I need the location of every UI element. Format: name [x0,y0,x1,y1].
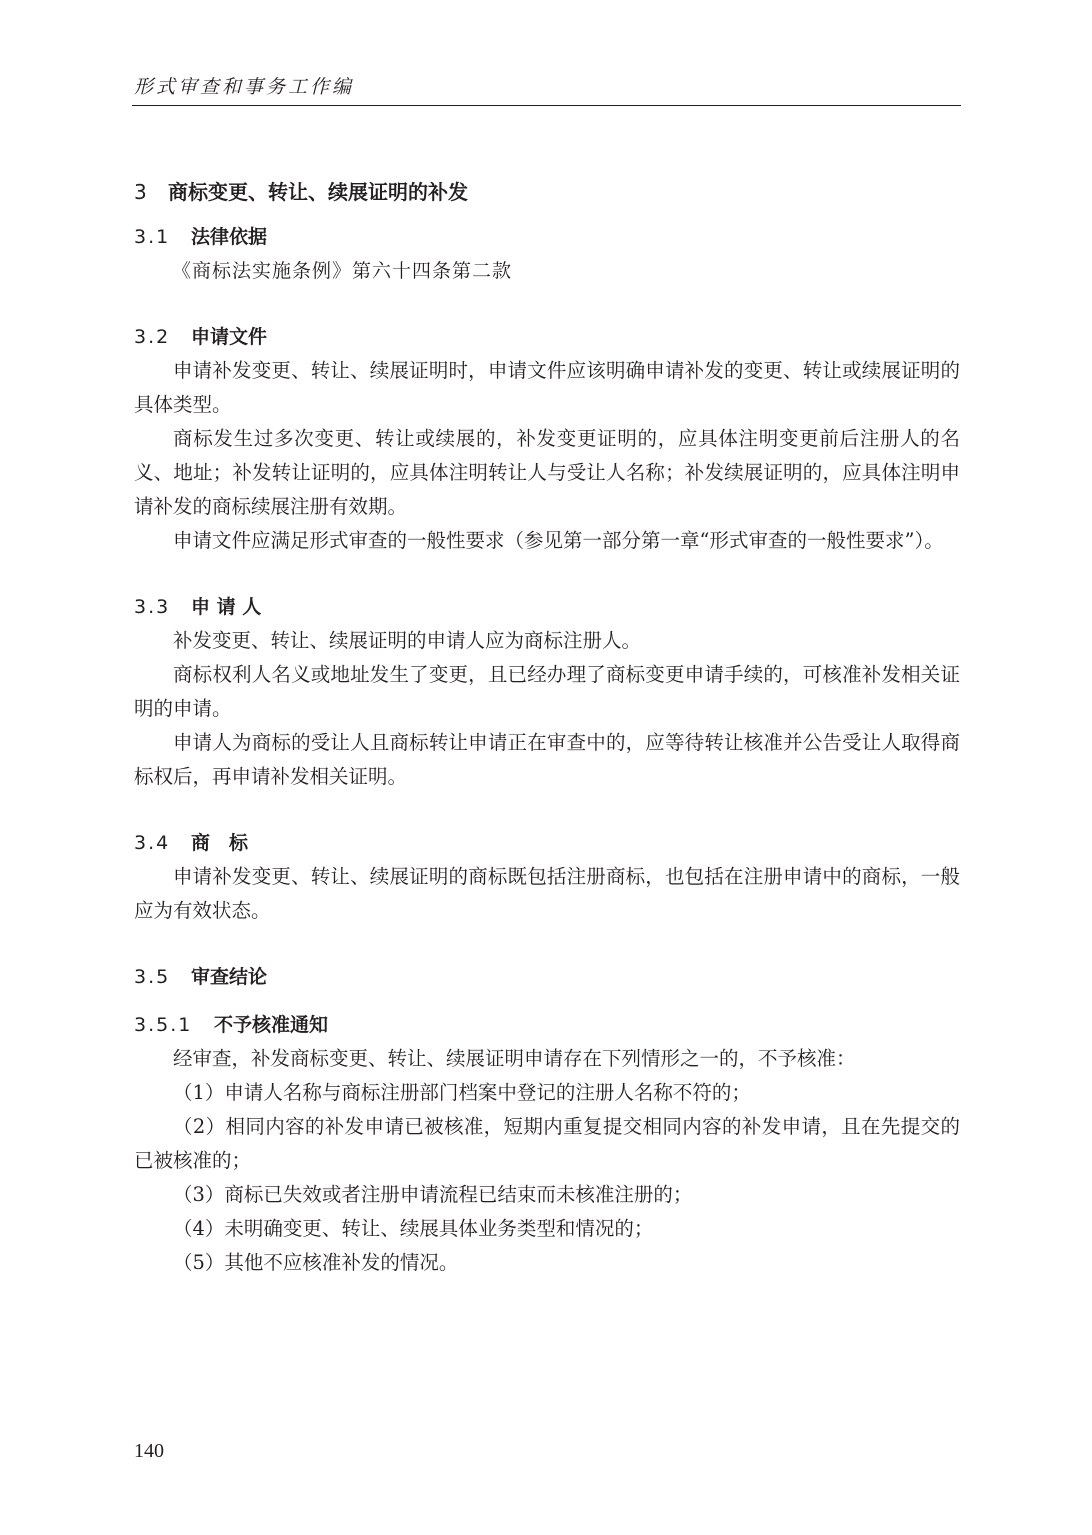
heading-3-5-1 [134,1008,960,1042]
list-item: （2）相同内容的补发申请已被核准，短期内重复提交相同内容的补发申请，且在先提交的已被核准的； [134,1115,960,1172]
header-rule [132,105,961,106]
paragraph: 经审查，补发商标变更、转让、续展证明申请存在下列情形之一的，不予核准： [173,1047,856,1070]
heading-3-2 [134,320,960,354]
heading-title: 审查结论 [191,966,268,988]
paragraph: 商标发生过多次变更、转让或续展的，补发变更证明的，应具体注明变更前后注册人的名义、地址；补发转让证明的，应具体注明转让人与受让人名称；补发续展证明的，应具体注明申请补发的商标续展注册有效期。 [134,427,960,518]
heading-number: 3.2 [134,326,171,348]
section-title: 商标变更、转让、续展证明的补发 [168,180,468,204]
heading-title: 申 请 人 [191,596,262,618]
page-body [134,174,960,1280]
heading-number: 3.5.1 [134,1014,193,1036]
heading-title: 商 标 [191,832,249,854]
heading-3-5 [134,960,960,994]
heading-3-4 [134,826,960,860]
list-item: （4）未明确变更、转让、续展具体业务类型和情况的； [173,1217,654,1240]
heading-number: 3.5 [134,966,171,988]
heading-3-1 [134,220,960,254]
paragraph: 申请文件应满足形式审查的一般性要求（参见第一部分第一章“形式审查的一般性要求”）。 [173,529,944,552]
heading-number: 3.3 [134,596,171,618]
heading-title: 法律依据 [191,226,268,248]
running-head: 形式审查和事务工作编 [134,76,355,98]
heading-3-3 [134,590,960,624]
page-number: 140 [134,1440,164,1462]
heading-title: 不予核准通知 [214,1014,329,1036]
paragraph: 申请补发变更、转让、续展证明的商标既包括注册商标，也包括在注册申请中的商标，一般应为有效状态。 [134,865,960,922]
paragraph: 商标权利人名义或地址发生了变更，且已经办理了商标变更申请手续的，可核准补发相关证明的申请。 [134,663,960,720]
paragraph: 补发变更、转让、续展证明的申请人应为商标注册人。 [173,629,642,652]
heading-number: 3.4 [134,832,171,854]
list-item: （3）商标已失效或者注册申请流程已结束而未核准注册的； [173,1183,693,1206]
section-heading [134,174,960,210]
legal-basis-text: 《商标法实施条例》第六十四条第二款 [172,260,513,282]
list-item: （5）其他不应核准补发的情况。 [173,1251,459,1274]
paragraph: 申请补发变更、转让、续展证明时，申请文件应该明确申请补发的变更、转让或续展证明的具体类型。 [134,359,960,416]
heading-title: 申请文件 [191,326,268,348]
section-number: 3 [134,180,147,204]
list-item: （1）申请人名称与商标注册部门档案中登记的注册人名称不符的； [173,1081,751,1104]
heading-number: 3.1 [134,226,171,248]
paragraph: 申请人为商标的受让人且商标转让申请正在审查中的，应等待转让核准并公告受让人取得商标权后，再申请补发相关证明。 [134,731,960,788]
